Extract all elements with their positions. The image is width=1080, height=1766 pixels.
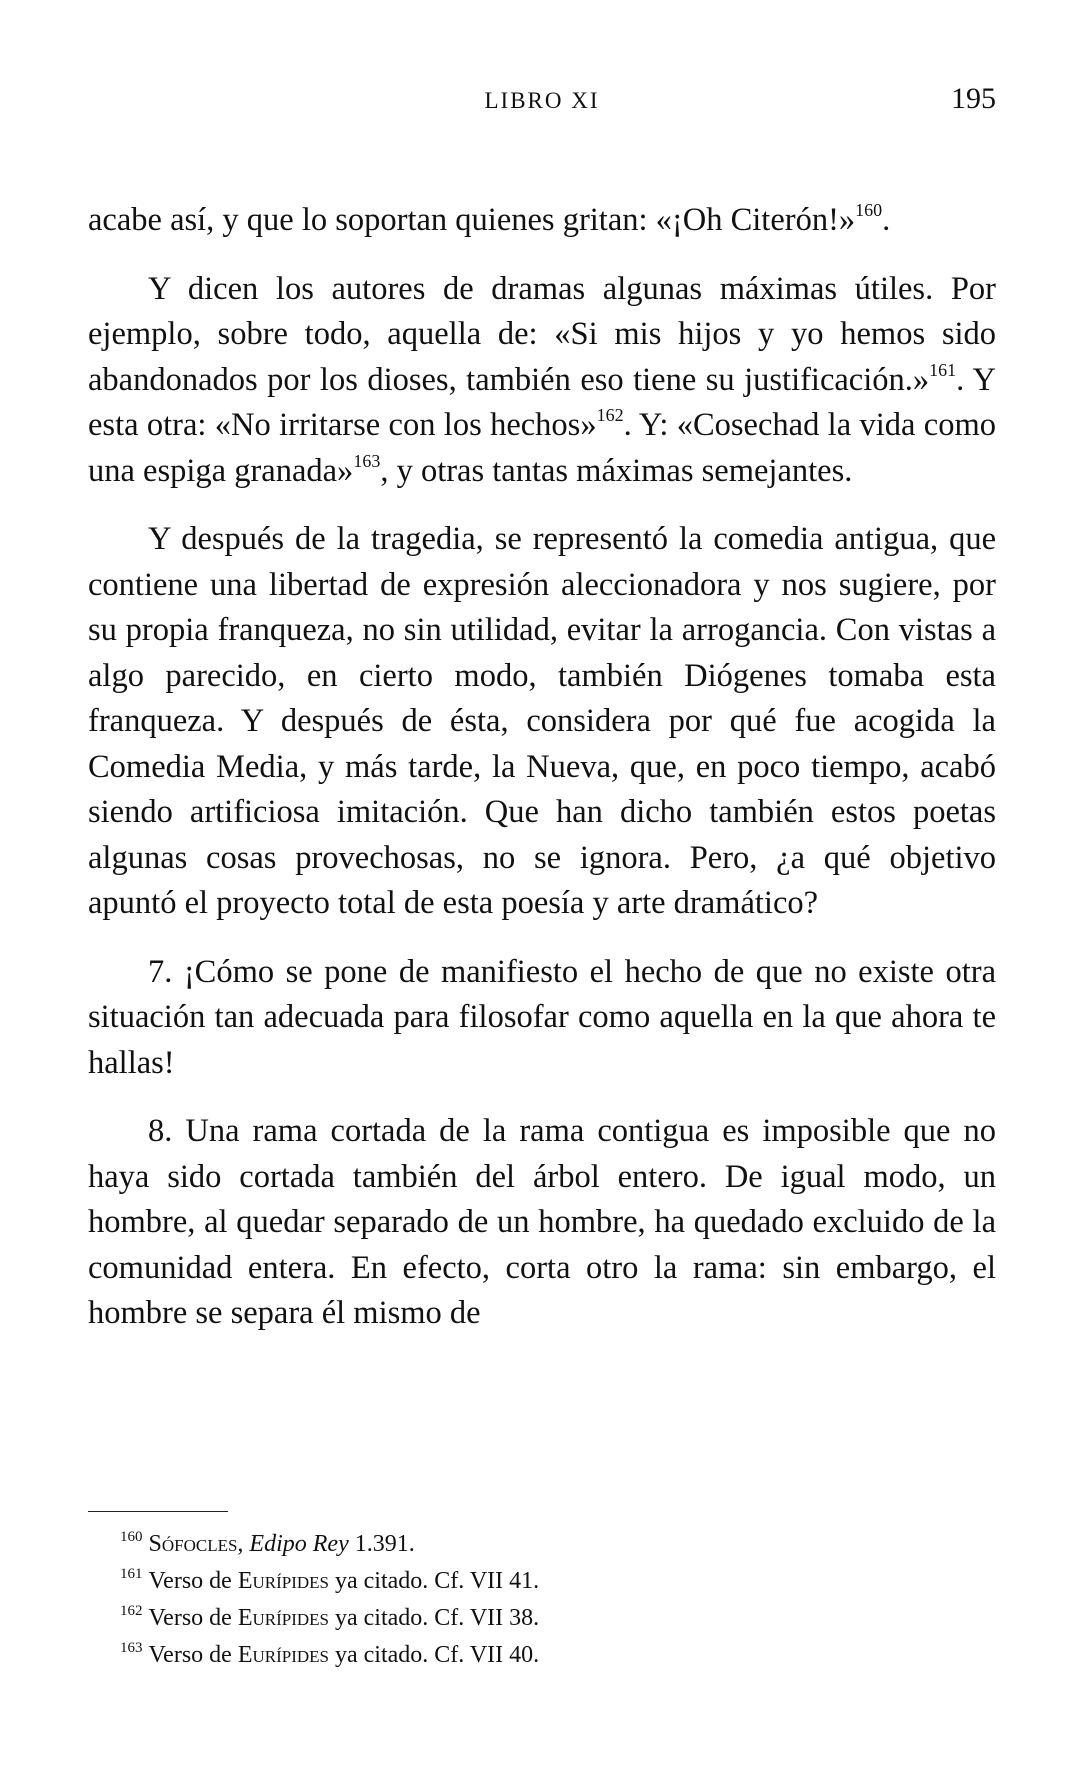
paragraph-text: . [882,202,891,238]
paragraph-text: 7. ¡Cómo se pone de manifiesto el hecho de que no existe otra situación tan adecuada para filosofar como aquella en la que ahora te hallas! [88,953,996,1081]
footnote-text: ya citado. Cf. VII 40. [328,1642,540,1668]
paragraph-text: Y después de la tragedia, se representó la comedia antigua, que contiene una libertad de expresión aleccionadora y nos sugiere, por su propia franqueza, no sin utilidad, evitar la arrogancia. Con vistas a algo parecido, en cierto modo, también Diógenes tomaba esta franqueza. Y después de ésta, considera por qué fue acogida la Comedia Media, y más tarde, la Nueva, que, en poco tiempo, acabó siendo artificiosa imitación. Que han dicho también estos poetas algunas cosas provechosas, no se ignora. Pero, ¿a qué objetivo apuntó el proyecto total de esta poesía y arte dramático? [88,521,996,921]
paragraph-3 [88,517,996,927]
footnote-author: Eurípides [237,1642,329,1668]
footnote-number: 160 [120,1529,143,1545]
footnote-ref-160[interactable]: 160 [855,200,883,220]
footnote-text: ya citado. Cf. VII 41. [328,1568,540,1594]
footnote-work-title: Edipo Rey [249,1531,349,1557]
footnote-number: 163 [120,1640,143,1656]
footnote-text: 1.391. [348,1531,415,1557]
paragraph-text: acabe así, y que lo soportan quienes gritan: «¡Oh Citerón!» [88,202,856,238]
body-text [88,198,996,1337]
footnote-ref-162[interactable]: 162 [596,405,624,425]
footnote-161 [88,1563,996,1600]
paragraph-section-7 [88,950,996,1087]
footnote-text: , [237,1531,250,1557]
footnote-text: ya citado. Cf. VII 38. [328,1605,540,1631]
footnote-text: Verso de [148,1605,238,1631]
footnote-ref-163[interactable]: 163 [353,450,381,471]
paragraph-2 [88,267,996,495]
paragraph-text: . Y: «Cosechad la vida como una espiga granada» [88,407,996,489]
footnote-author: Eurípides [237,1568,329,1594]
paragraph-text: . Y esta otra: «No irritarse con los hechos» [88,361,996,443]
paragraph-text: Y dicen los autores de dramas algunas máximas útiles. Por ejemplo, sobre todo, aquella de: «Si mis hijos y yo hemos sido abandonados por los dioses, también eso tiene su justificación.» [88,270,996,398]
running-header [88,82,996,122]
footnote-text: Verso de [148,1642,238,1668]
footnote-author: Sófocles [148,1531,238,1557]
footnote-text: Verso de [148,1568,238,1594]
paragraph-section-8 [88,1109,996,1337]
footnote-number: 161 [120,1566,143,1582]
book-page [88,0,996,1766]
paragraph-text: 8. Una rama cortada de la rama contigua es imposible que no haya sido cortada también del árbol entero. De igual modo, un hombre, al quedar separado de un hombre, ha quedado excluido de la comunidad entera. En efecto, corta otro la rama: sin embargo, el hombre se separa él mismo de [88,1113,996,1331]
paragraph-text: , y otras tantas máximas semejantes. [380,452,853,489]
footnote-number: 162 [120,1603,143,1619]
running-title: LIBRO XI [484,88,600,113]
footnote-163 [88,1637,996,1674]
page-number: 195 [951,82,996,115]
footnote-author: Eurípides [237,1605,329,1631]
paragraph-1 [88,198,996,244]
footnote-160 [88,1526,996,1563]
footnote-162 [88,1600,996,1637]
footnotes [88,1526,996,1674]
footnote-ref-161[interactable]: 161 [929,359,957,380]
footnote-divider [88,1511,228,1512]
